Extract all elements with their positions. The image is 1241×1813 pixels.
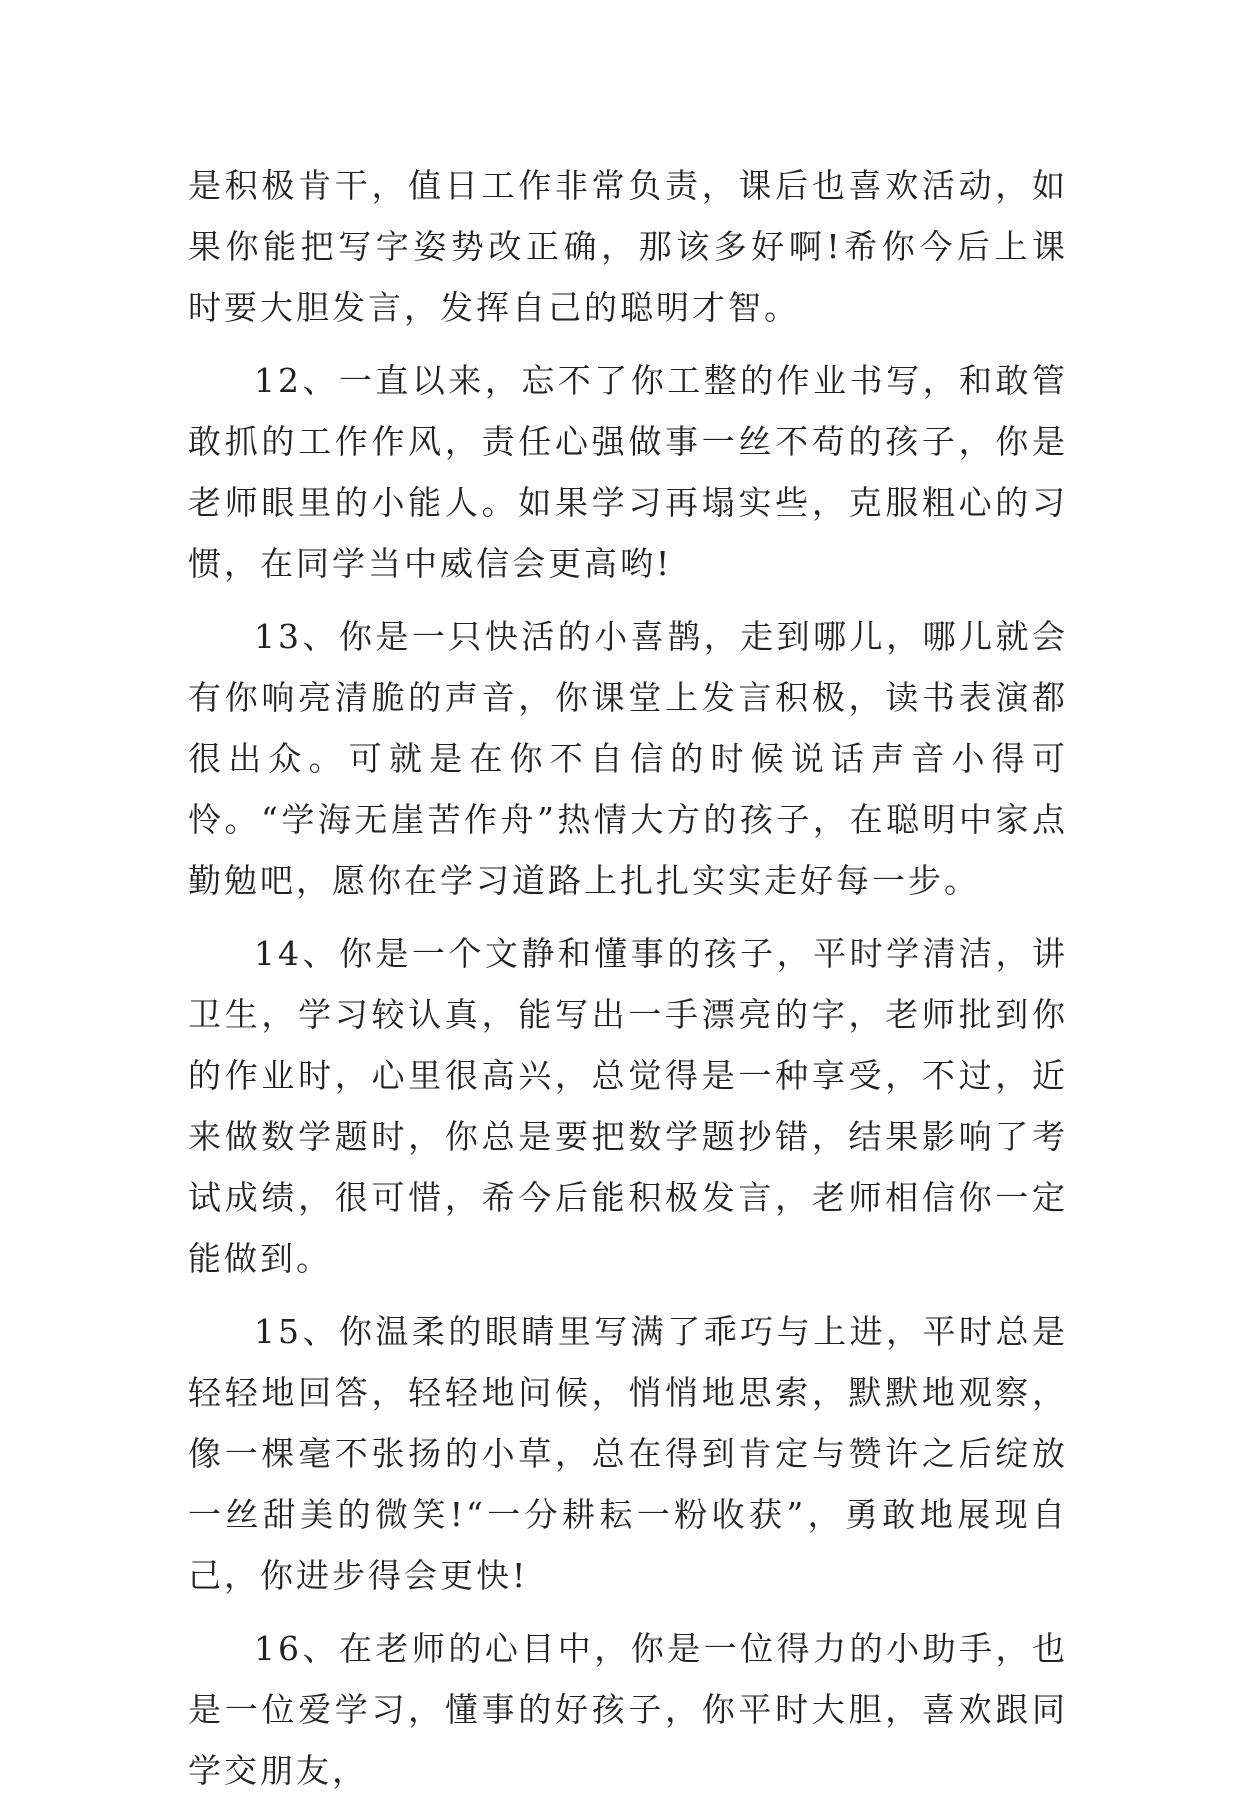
document-body xyxy=(188,155,1068,1813)
paragraph-13: 13、你是一只快活的小喜鹊，走到哪儿，哪儿就会有你响亮清脆的声音，你课堂上发言积极，读书表演都很出众。可就是在你不自信的时候说话声音小得可怜。“学海无崖苦作舟”热情大方的孩子，在聪明中家点勤勉吧，愿你在学习道路上扎扎实实走好每一步。 xyxy=(188,617,1068,900)
paragraph-15: 15、你温柔的眼睛里写满了乖巧与上进，平时总是轻轻地回答，轻轻地问候，悄悄地思索，默默地观察，像一棵毫不张扬的小草，总在得到肯定与赞许之后绽放一丝甜美的微笑!“一分耕耘一粉收获”，勇敢地展现自己，你进步得会更快! xyxy=(188,1312,1068,1595)
paragraph-14: 14、你是一个文静和懂事的孩子，平时学清洁，讲卫生，学习较认真，能写出一手漂亮的字，老师批到你的作业时，心里很高兴，总觉得是一种享受，不过，近来做数学题时，你总是要把数学题抄错，结果影响了考试成绩，很可惜，希今后能积极发言，老师相信你一定能做到。 xyxy=(188,934,1068,1278)
paragraph-12: 12、一直以来，忘不了你工整的作业书写，和敢管敢抓的工作作风，责任心强做事一丝不苟的孩子，你是老师眼里的小能人。如果学习再塌实些，克服粗心的习惯，在同学当中威信会更高哟! xyxy=(188,361,1068,583)
paragraph-continued: 是积极肯干，值日工作非常负责，课后也喜欢活动，如果你能把写字姿势改正确，那该多好啊!希你今后上课时要大胆发言，发挥自己的聪明才智。 xyxy=(188,166,1068,327)
paragraph-16: 16、在老师的心目中，你是一位得力的小助手，也是一位爱学习，懂事的好孩子，你平时大胆，喜欢跟同学交朋友， xyxy=(188,1629,1068,1790)
